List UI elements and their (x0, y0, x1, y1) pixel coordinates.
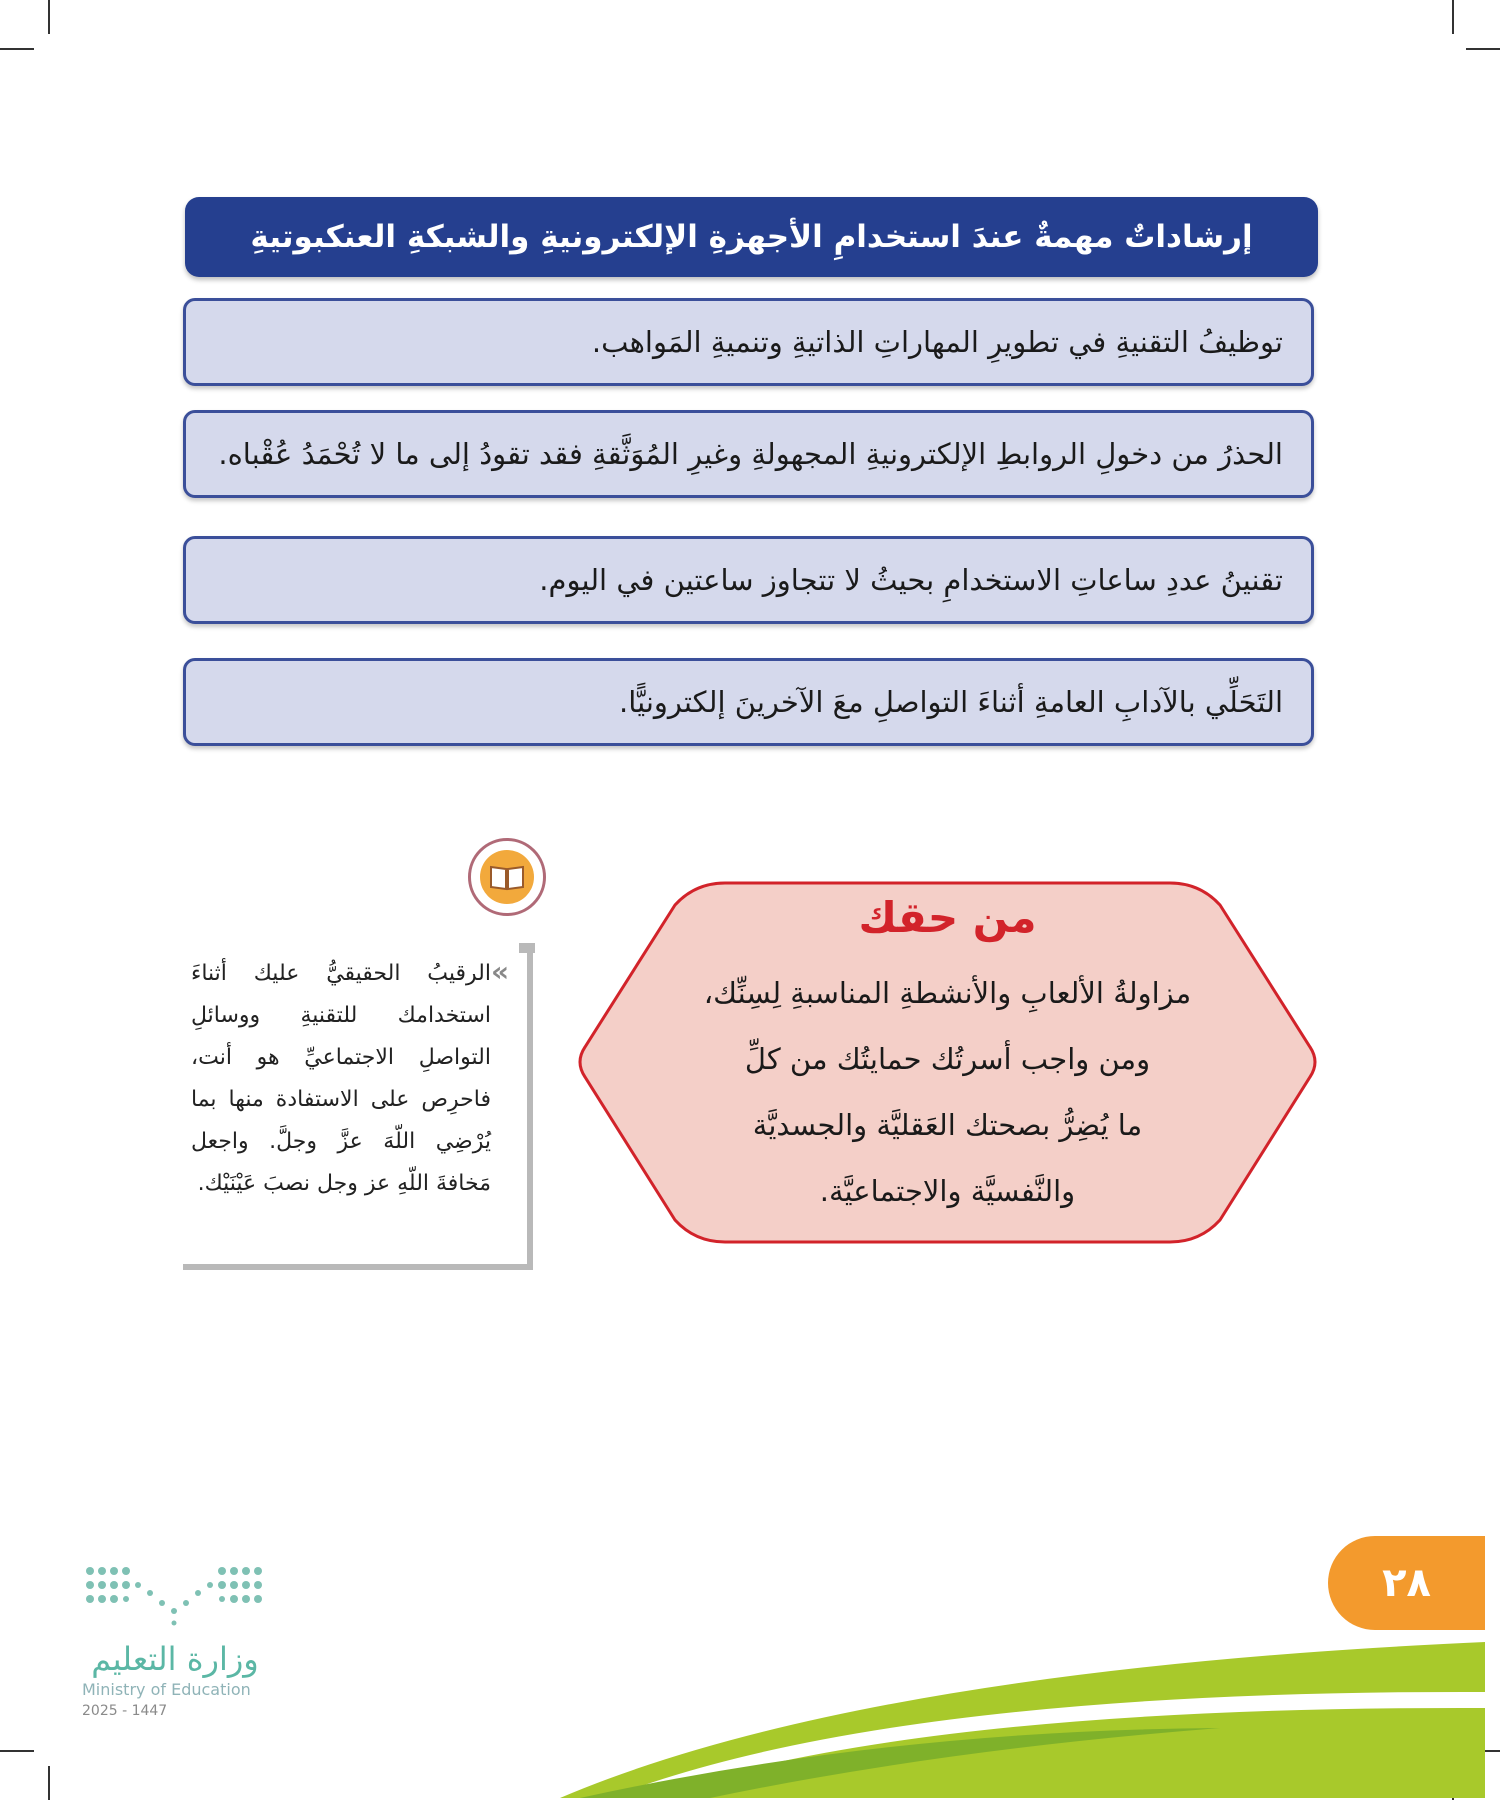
rights-line: ما يُضِرُّ بصحتك العَقليَّة والجسديَّة (752, 1108, 1143, 1142)
page-number (1328, 1536, 1485, 1630)
tip-text: تقنينُ عددِ ساعاتِ الاستخدامِ بحيثُ لا تتجاوز ساعتين في اليوم. (539, 563, 1283, 597)
tip-box (183, 410, 1314, 498)
page-number-text: ٢٨ (1382, 1560, 1431, 1606)
rights-line: مزاولةُ الألعابِ والأنشطةِ المناسبةِ لِسِنِّك، (703, 976, 1192, 1010)
tip-box (183, 536, 1314, 624)
tip-text: التَحَلِّي بالآدابِ العامةِ أثناءَ التواصلِ معَ الآخرينَ إلكترونيًّا. (619, 685, 1283, 719)
green-swoosh (560, 1630, 1485, 1800)
rights-title: من حقك (858, 893, 1037, 942)
ministry-year: 2025 - 1447 (82, 1703, 168, 1719)
crop-mark (48, 1766, 50, 1800)
ministry-logo-icon (82, 1563, 267, 1629)
quote-text: الرقيبُ الحقيقيُّ عليك أثناءَ استخدامك للتقنيةِ ووسائلِ التواصلِ الاجتماعيِّ هو أنت، فاحرِص على الاستفادة منها بما يُرْضِي اللّهَ عزَّ وجلَّ. واجعل مَخافةَ اللّهِ عز وجل نصبَ عَيْنَيْك. (191, 961, 491, 1196)
quote-box (183, 943, 531, 1270)
guidelines-title: إرشاداتٌ مهمةٌ عندَ استخدامِ الأجهزةِ الإلكترونيةِ والشبكةِ العنكبوتيةِ (250, 219, 1253, 255)
ministry-name-arabic: وزارة التعليم (91, 1640, 259, 1678)
rights-line: ومن واجب أسرتُك حمايتُك من كلِّ (744, 1042, 1151, 1076)
quote-frame-side (527, 943, 533, 1270)
crop-mark (0, 1750, 34, 1752)
crop-mark (48, 0, 50, 34)
quote-frame-bottom (183, 1264, 533, 1270)
crop-mark (0, 48, 34, 50)
tip-text: الحذرُ من دخولِ الروابطِ الإلكترونيةِ المجهولةِ وغيرِ المُوَثَّقةِ فقد تقودُ إلى ما لا تُحْمَدُ عُقْباه. (218, 437, 1283, 471)
ministry-name-english: Ministry of Education (82, 1680, 251, 1699)
guidelines-header (185, 197, 1318, 277)
rights-line: والنَّفسيَّة والاجتماعيَّة. (819, 1174, 1076, 1208)
crop-mark (1452, 0, 1454, 34)
tip-text: توظيفُ التقنيةِ في تطويرِ المهاراتِ الذاتيةِ وتنميةِ المَواهب. (591, 325, 1283, 359)
crop-mark (1466, 48, 1500, 50)
tip-box (183, 298, 1314, 386)
quote-mark-icon: « (491, 955, 510, 988)
rights-text (680, 960, 1215, 1224)
tip-box (183, 658, 1314, 746)
